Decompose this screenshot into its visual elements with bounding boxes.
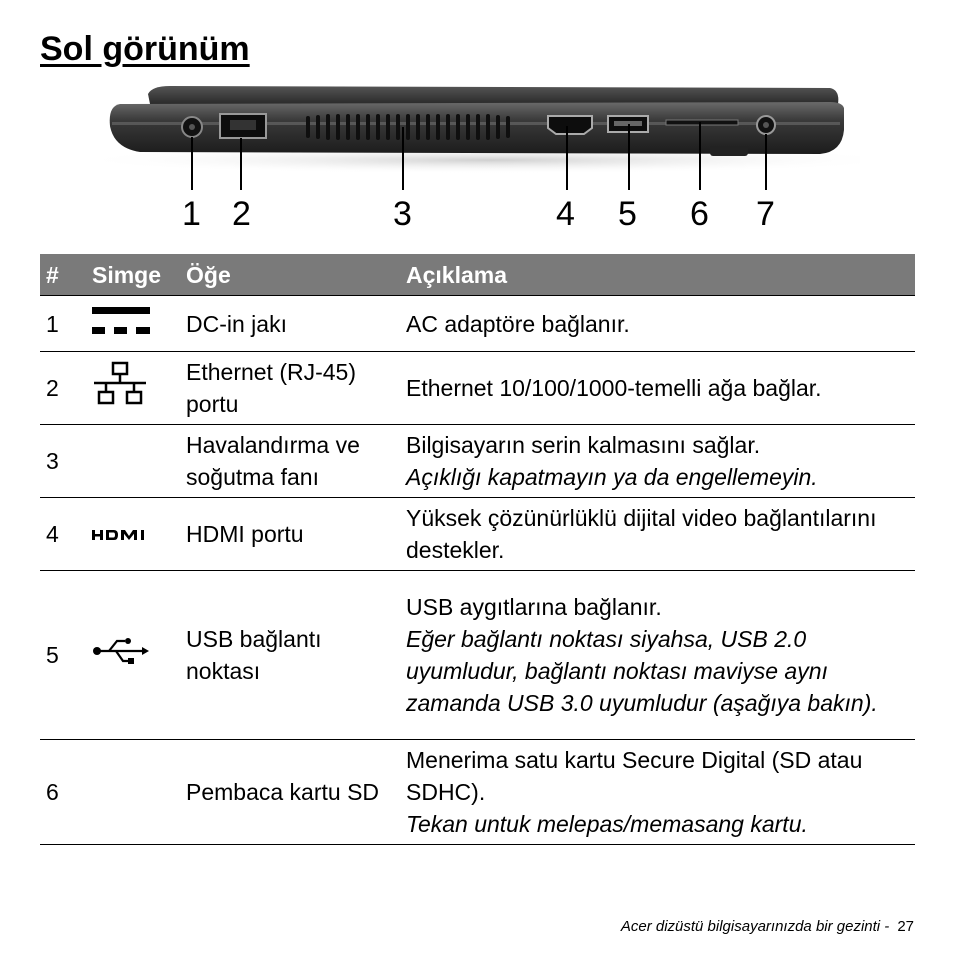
table-header-row [40, 254, 915, 296]
row-item: USB bağlantı noktası [180, 571, 400, 740]
row-number: 6 [40, 740, 86, 845]
ports-table [40, 254, 915, 845]
col-header-symbol: Simge [86, 254, 180, 296]
row-number: 3 [40, 425, 86, 498]
page-footer [621, 918, 914, 935]
row-number: 4 [40, 498, 86, 571]
row-description: Yüksek çözünürlüklü dijital video bağlantılarını destekler. [406, 505, 877, 563]
table-row [40, 425, 915, 498]
table-row [40, 571, 915, 740]
table-row [40, 498, 915, 571]
callout-number: 3 [393, 195, 412, 233]
row-description: Ethernet 10/100/1000-temelli ağa bağlar. [406, 375, 822, 401]
row-description: USB aygıtlarına bağlanır. [406, 594, 662, 620]
hdmi-icon [92, 528, 150, 542]
row-number: 5 [40, 571, 86, 740]
laptop-left-side-illustration [100, 82, 860, 197]
row-item: Ethernet (RJ-45) portu [180, 352, 400, 425]
row-item: Pembaca kartu SD [180, 740, 400, 845]
usb-icon [92, 636, 150, 666]
table-row [40, 296, 915, 352]
row-note: Açıklığı kapatmayın ya da engellemeyin. [406, 464, 818, 490]
col-header-item: Öğe [180, 254, 400, 296]
row-number: 1 [40, 296, 86, 352]
callout-number: 7 [756, 195, 775, 233]
row-description: AC adaptöre bağlanır. [406, 310, 630, 337]
callout-number: 5 [618, 195, 637, 233]
page-title: Sol görünüm [40, 30, 250, 68]
row-note: Tekan untuk melepas/memasang kartu. [406, 811, 808, 837]
col-header-number: # [40, 254, 86, 296]
row-description: Menerima satu kartu Secure Digital (SD atau SDHC). [406, 747, 863, 805]
table-row [40, 740, 915, 845]
row-number: 2 [40, 352, 86, 425]
row-item: HDMI portu [180, 498, 400, 571]
callout-number: 6 [690, 195, 709, 233]
footer-text: Acer dizüstü bilgisayarınızda bir gezinti - [620, 918, 890, 935]
col-header-description: Açıklama [400, 254, 915, 296]
dc-in-icon [92, 303, 150, 337]
ethernet-icon [92, 361, 148, 407]
callout-number: 1 [182, 195, 201, 233]
row-item: Havalandırma ve soğutma fanı [180, 425, 400, 498]
callout-number: 4 [556, 195, 575, 233]
row-item: DC-in jakı [180, 296, 400, 352]
row-description: Bilgisayarın serin kalmasını sağlar. [406, 432, 761, 458]
row-note: Eğer bağlantı noktası siyahsa, USB 2.0 uyumludur, bağlantı noktası maviyse aynı zamanda USB 3.0 uyumludur (aşağıya bakın). [406, 626, 878, 716]
page-number: 27 [897, 918, 914, 935]
table-row [40, 352, 915, 425]
callout-number: 2 [232, 195, 251, 233]
